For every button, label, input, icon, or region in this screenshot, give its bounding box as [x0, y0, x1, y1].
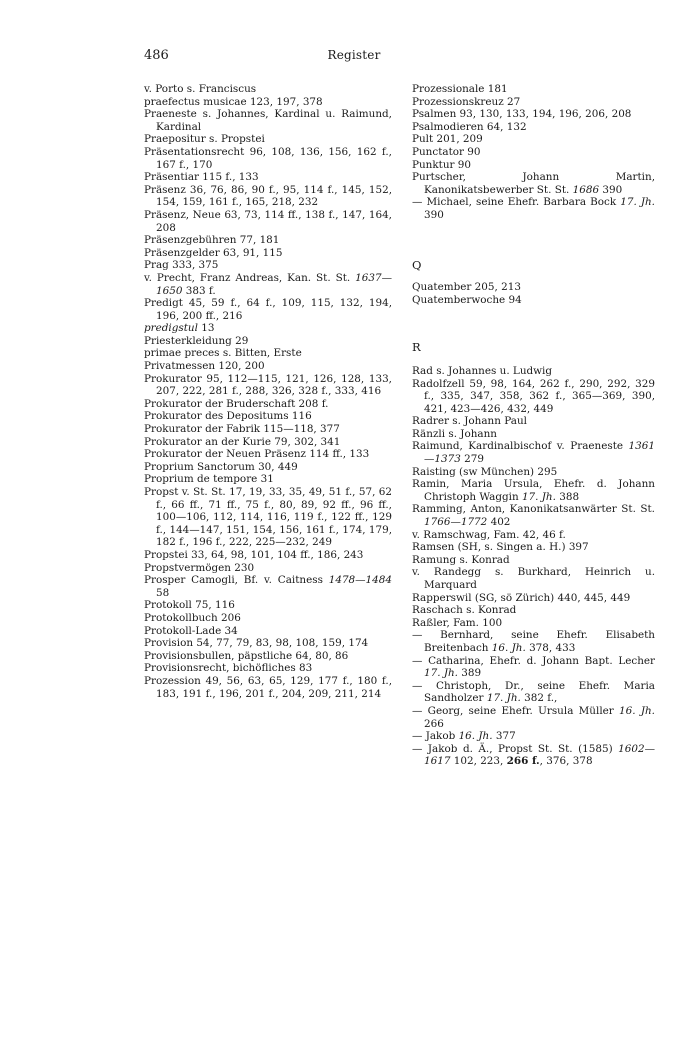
- index-entry: — Christoph, Dr., seine Ehefr. Maria Sandholzer 17. Jh. 382 f.,: [412, 679, 655, 705]
- index-entry: Prokurator des Depositums 116: [144, 410, 312, 423]
- index-entry: Praeneste s. Johannes, Kardinal u. Raimund, Kardinal: [144, 108, 392, 133]
- index-entry: Prokurator der Bruderschaft 208 f.: [144, 397, 329, 410]
- index-entry: predigstul 13: [144, 322, 215, 335]
- index-entry: Ramung s. Konrad: [412, 553, 510, 566]
- index-group-p: [412, 83, 655, 222]
- index-entry: Pult 201, 209: [412, 133, 483, 146]
- index-entry: Prozessionskreuz 27: [412, 95, 521, 108]
- index-entry: Rapperswil (SG, sö Zürich) 440, 445, 449: [412, 591, 631, 604]
- page-header: [144, 48, 564, 68]
- index-entry: — Bernhard, seine Ehefr. Elisabeth Breitenbach 16. Jh. 378, 433: [412, 629, 655, 654]
- index-entry: Propstei 33, 64, 98, 101, 104 ff., 186, 243: [144, 548, 364, 561]
- index-entry: Prokurator 95, 112—115, 121, 126, 128, 133, 207, 222, 281 f., 288, 326, 328 f., 333, 416: [144, 372, 392, 398]
- index-entry: — Jakob d. Ä., Propst St. St. (1585) 1602—1617 102, 223, 266 f., 376, 378: [412, 742, 655, 768]
- index-entry: Provisionsbullen, päpstliche 64, 80, 86: [144, 649, 349, 662]
- index-entry: Psalmodieren 64, 132: [412, 120, 527, 133]
- index-entry: Präsenz 36, 76, 86, 90 f., 95, 114 f., 145, 152, 154, 159, 161 f., 165, 218, 232: [144, 183, 392, 209]
- index-entry: Predigt 45, 59 f., 64 f., 109, 115, 132, 194, 196, 200 ff., 216: [144, 297, 392, 322]
- index-entry: Prokurator der Fabrik 115—118, 377: [144, 423, 340, 436]
- index-entry: Präsentiar 115 f., 133: [144, 171, 259, 184]
- index-entry: Ramin, Maria Ursula, Ehefr. d. Johann Christoph Waggin 17. Jh. 388: [412, 478, 655, 503]
- index-entry: Ränzli s. Johann: [412, 427, 498, 440]
- index-entry: Raisting (sw München) 295: [412, 465, 558, 478]
- index-entry: Punctator 90: [412, 145, 481, 158]
- index-entry: Raschach s. Konrad: [412, 604, 517, 617]
- index-entry: Präsenz, Neue 63, 73, 114 ff., 138 f., 147, 164, 208: [144, 208, 392, 234]
- index-entry: Provision 54, 77, 79, 83, 98, 108, 159, 174: [144, 637, 369, 650]
- index-entry: praefectus musicae 123, 197, 378: [144, 95, 323, 108]
- section-letter-r: R: [412, 340, 421, 355]
- index-entry: — Michael, seine Ehefr. Barbara Bock 17. Jh. 390: [412, 196, 655, 221]
- index-group-q: [412, 281, 655, 306]
- index-entry: Rad s. Johannes u. Ludwig: [412, 364, 553, 377]
- index-entry: — Georg, seine Ehefr. Ursula Müller 16. Jh. 266: [412, 704, 655, 730]
- index-entry: Präsentationsrecht 96, 108, 136, 156, 162 f., 167 f., 170: [144, 145, 392, 171]
- index-entry: Präsenzgebühren 77, 181: [144, 234, 280, 247]
- index-entry: Quatemberwoche 94: [412, 293, 522, 306]
- index-entry: Raimund, Kardinalbischof v. Praeneste 1361—1373 279: [412, 440, 655, 466]
- index-entry: v. Porto s. Franciscus: [144, 83, 257, 95]
- index-entry: Proprium de tempore 31: [144, 473, 274, 486]
- index-entry: Purtscher, Johann Martin, Kanonikatsbewerber St. St. 1686 390: [412, 171, 655, 196]
- index-entry: Prokurator an der Kurie 79, 302, 341: [144, 435, 341, 448]
- index-entry: Punktur 90: [412, 158, 472, 171]
- index-entry: Ramming, Anton, Kanonikatsanwärter St. St. 1766—1772 402: [412, 503, 655, 529]
- index-entry: Propstvermögen 230: [144, 561, 255, 574]
- index-entry: Ramsen (SH, s. Singen a. H.) 397: [412, 541, 589, 554]
- index-entry: Radrer s. Johann Paul: [412, 415, 527, 428]
- index-entry: Privatmessen 120, 200: [144, 360, 265, 373]
- index-entry: Prosper Camogli, Bf. v. Caitness 1478—1484 58: [144, 574, 392, 599]
- index-entry: Präsenzgelder 63, 91, 115: [144, 246, 283, 259]
- index-entry: Protokoll 75, 116: [144, 599, 235, 612]
- index-entry: Priesterkleidung 29: [144, 334, 249, 347]
- index-entry: v. Precht, Franz Andreas, Kan. St. St. 1637—1650 383 f.: [144, 271, 392, 297]
- running-head: Register: [327, 48, 381, 62]
- index-entry: v. Randegg s. Burkhard, Heinrich u. Marquard: [412, 566, 655, 591]
- index-group-r: [412, 365, 655, 768]
- index-entry: Proprium Sanctorum 30, 449: [144, 460, 298, 473]
- index-entry: Protokollbuch 206: [144, 611, 241, 624]
- index-entry: Protokoll-Lade 34: [144, 624, 238, 637]
- index-entry: Prag 333, 375: [144, 259, 219, 272]
- index-entry: primae preces s. Bitten, Erste: [144, 347, 302, 360]
- section-letter-q: Q: [412, 257, 422, 272]
- index-entry: v. Ramschwag, Fam. 42, 46 f.: [412, 528, 566, 541]
- index-entry: Prozessionale 181: [412, 83, 508, 95]
- index-entry: Prokurator der Neuen Präsenz 114 ff., 133: [144, 448, 370, 461]
- index-entry: Prozession 49, 56, 63, 65, 129, 177 f., 180 f., 183, 191 f., 196, 201 f., 204, 209, 211, 214: [144, 674, 392, 700]
- index-entry: Radolfzell 59, 98, 164, 262 f., 290, 292, 329 f., 335, 347, 358, 362 f., 365—369, 390, 421, 423—426, 432, 449: [412, 377, 655, 415]
- index-entry: Propst v. St. St. 17, 19, 33, 35, 49, 51 f., 57, 62 f., 66 ff., 71 ff., 75 f., 80, 89, 92 ff., 96 ff., 100—106, 112, 114, 116, 119 f., 122 ff., 129 f., 144—147, 151, 154, 156, 161 f., 174, 179, 182 f., 196 f., 222, 225—232, 249: [144, 486, 392, 549]
- index-entry: Quatember 205, 213: [412, 281, 521, 294]
- index-entry: Raßler, Fam. 100: [412, 616, 503, 629]
- page-number: 486: [144, 48, 169, 63]
- index-entry: Praepositur s. Propstei: [144, 133, 265, 146]
- index-entry: Provisionsrecht, bichöfliches 83: [144, 662, 313, 675]
- index-column-left: [144, 83, 392, 700]
- index-entry: — Jakob 16. Jh. 377: [412, 730, 516, 743]
- index-entry: Psalmen 93, 130, 133, 194, 196, 206, 208: [412, 108, 632, 121]
- index-entry: — Catharina, Ehefr. d. Johann Bapt. Lecher 17. Jh. 389: [412, 654, 655, 680]
- index-column-right: [412, 83, 655, 768]
